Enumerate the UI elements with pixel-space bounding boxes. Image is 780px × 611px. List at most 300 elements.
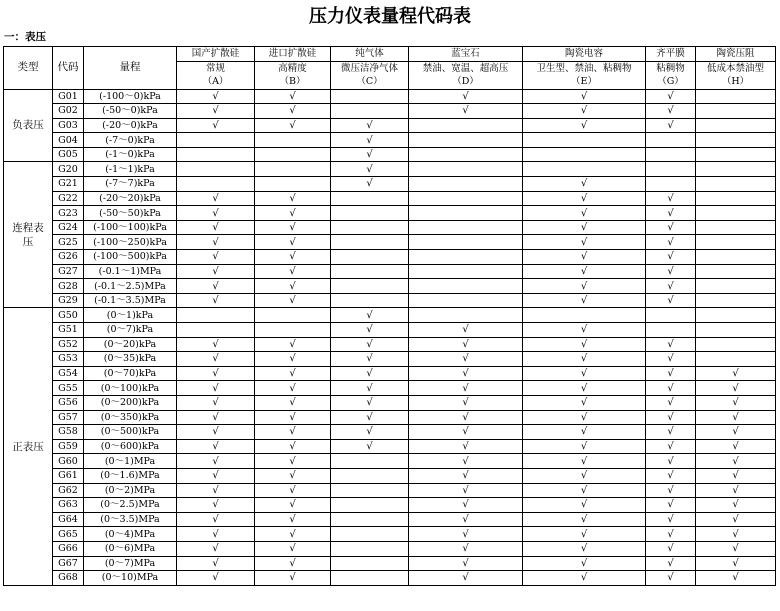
check-mark: √	[523, 468, 646, 483]
row-code: G04	[53, 133, 84, 148]
check-mark: √	[409, 571, 523, 586]
check-mark: √	[177, 220, 255, 235]
table-row	[4, 147, 776, 162]
empty-cell	[409, 147, 523, 162]
check-mark: √	[523, 104, 646, 119]
empty-cell	[696, 293, 776, 308]
check-mark: √	[255, 410, 331, 425]
row-range: (-1～1)kPa	[84, 162, 177, 177]
check-mark: √	[255, 206, 331, 221]
empty-cell	[331, 556, 409, 571]
table-row	[4, 206, 776, 221]
check-mark: √	[646, 527, 696, 542]
check-mark: √	[177, 89, 255, 104]
empty-cell	[696, 264, 776, 279]
table-row	[4, 381, 776, 396]
empty-cell	[409, 308, 523, 323]
check-mark: √	[646, 541, 696, 556]
table-row	[4, 308, 776, 323]
check-mark: √	[409, 512, 523, 527]
row-range: (-7～7)kPa	[84, 177, 177, 192]
row-code: G51	[53, 323, 84, 338]
empty-cell	[409, 177, 523, 192]
check-mark: √	[696, 498, 776, 513]
check-mark: √	[177, 541, 255, 556]
check-mark: √	[331, 425, 409, 440]
check-mark: √	[646, 425, 696, 440]
empty-cell	[696, 104, 776, 119]
check-mark: √	[409, 323, 523, 338]
check-mark: √	[177, 425, 255, 440]
row-code: G21	[53, 177, 84, 192]
check-mark: √	[177, 454, 255, 469]
row-range: (-1～0)kPa	[84, 147, 177, 162]
table-row	[4, 571, 776, 586]
check-mark: √	[331, 395, 409, 410]
check-mark: √	[177, 468, 255, 483]
check-mark: √	[646, 220, 696, 235]
check-mark: √	[696, 395, 776, 410]
check-mark: √	[255, 264, 331, 279]
check-mark: √	[523, 527, 646, 542]
empty-cell	[646, 147, 696, 162]
table-row	[4, 235, 776, 250]
check-mark: √	[177, 235, 255, 250]
check-mark: √	[331, 118, 409, 133]
row-range: (0～350)kPa	[84, 410, 177, 425]
empty-cell	[696, 279, 776, 294]
check-mark: √	[255, 352, 331, 367]
check-mark: √	[523, 541, 646, 556]
check-mark: √	[255, 541, 331, 556]
check-mark: √	[177, 556, 255, 571]
check-mark: √	[646, 104, 696, 119]
check-mark: √	[523, 352, 646, 367]
check-mark: √	[696, 483, 776, 498]
table-row	[4, 352, 776, 367]
empty-cell	[331, 293, 409, 308]
empty-cell	[696, 235, 776, 250]
table-row	[4, 293, 776, 308]
check-mark: √	[696, 571, 776, 586]
row-range: (0～500)kPa	[84, 425, 177, 440]
empty-cell	[409, 250, 523, 265]
table-body	[4, 89, 776, 585]
row-range: (0～1.6)MPa	[84, 468, 177, 483]
check-mark: √	[255, 395, 331, 410]
check-mark: √	[331, 308, 409, 323]
check-mark: √	[646, 235, 696, 250]
row-range: (-100～250)kPa	[84, 235, 177, 250]
empty-cell	[177, 177, 255, 192]
check-mark: √	[696, 541, 776, 556]
empty-cell	[255, 323, 331, 338]
check-mark: √	[255, 118, 331, 133]
check-mark: √	[177, 571, 255, 586]
empty-cell	[696, 206, 776, 221]
group-label: 连程表压	[4, 162, 53, 308]
check-mark: √	[409, 410, 523, 425]
empty-cell	[255, 147, 331, 162]
row-code: G25	[53, 235, 84, 250]
check-mark: √	[255, 191, 331, 206]
group-label: 正表压	[4, 308, 53, 585]
check-mark: √	[409, 352, 523, 367]
check-mark: √	[409, 498, 523, 513]
check-mark: √	[255, 220, 331, 235]
table-row	[4, 498, 776, 513]
check-mark: √	[696, 366, 776, 381]
check-mark: √	[696, 556, 776, 571]
check-mark: √	[177, 293, 255, 308]
row-range: (-50～0)kPa	[84, 104, 177, 119]
check-mark: √	[646, 337, 696, 352]
row-range: (0～2)MPa	[84, 483, 177, 498]
empty-cell	[177, 133, 255, 148]
check-mark: √	[177, 483, 255, 498]
table-row	[4, 366, 776, 381]
table-row	[4, 89, 776, 104]
check-mark: √	[177, 352, 255, 367]
table-row	[4, 556, 776, 571]
check-mark: √	[646, 118, 696, 133]
check-mark: √	[646, 89, 696, 104]
check-mark: √	[255, 468, 331, 483]
check-mark: √	[523, 235, 646, 250]
check-mark: √	[177, 191, 255, 206]
table-row	[4, 279, 776, 294]
row-code: G27	[53, 264, 84, 279]
check-mark: √	[646, 498, 696, 513]
row-code: G22	[53, 191, 84, 206]
empty-cell	[409, 264, 523, 279]
row-code: G29	[53, 293, 84, 308]
check-mark: √	[255, 104, 331, 119]
header-group-e: 陶瓷电容	[523, 47, 646, 62]
check-mark: √	[255, 527, 331, 542]
header-code-b: （B）	[255, 75, 331, 89]
check-mark: √	[696, 468, 776, 483]
empty-cell	[646, 162, 696, 177]
header-code-d: （D）	[409, 75, 523, 89]
check-mark: √	[646, 468, 696, 483]
row-range: (0～70)kPa	[84, 366, 177, 381]
header-row-group	[4, 47, 776, 62]
header-group-a: 国产扩散硅	[177, 47, 255, 62]
check-mark: √	[696, 425, 776, 440]
check-mark: √	[646, 483, 696, 498]
check-mark: √	[255, 366, 331, 381]
check-mark: √	[409, 556, 523, 571]
table-row	[4, 527, 776, 542]
check-mark: √	[646, 512, 696, 527]
check-mark: √	[255, 512, 331, 527]
check-mark: √	[646, 439, 696, 454]
check-mark: √	[255, 89, 331, 104]
row-range: (0～1)MPa	[84, 454, 177, 469]
check-mark: √	[523, 89, 646, 104]
check-mark: √	[177, 381, 255, 396]
row-code: G52	[53, 337, 84, 352]
empty-cell	[331, 250, 409, 265]
empty-cell	[646, 323, 696, 338]
empty-cell	[331, 512, 409, 527]
table-row	[4, 162, 776, 177]
row-range: (0～200)kPa	[84, 395, 177, 410]
row-code: G54	[53, 366, 84, 381]
table-row	[4, 220, 776, 235]
empty-cell	[331, 220, 409, 235]
table-row	[4, 177, 776, 192]
check-mark: √	[255, 337, 331, 352]
empty-cell	[409, 293, 523, 308]
table-row	[4, 104, 776, 119]
row-range: (-100～100)kPa	[84, 220, 177, 235]
row-range: (0～4)MPa	[84, 527, 177, 542]
check-mark: √	[646, 556, 696, 571]
row-code: G02	[53, 104, 84, 119]
check-mark: √	[523, 206, 646, 221]
check-mark: √	[331, 439, 409, 454]
row-code: G24	[53, 220, 84, 235]
table-row	[4, 468, 776, 483]
check-mark: √	[523, 118, 646, 133]
empty-cell	[255, 133, 331, 148]
row-code: G58	[53, 425, 84, 440]
check-mark: √	[331, 323, 409, 338]
check-mark: √	[177, 250, 255, 265]
empty-cell	[331, 468, 409, 483]
row-range: (-0.1～2.5)MPa	[84, 279, 177, 294]
check-mark: √	[646, 454, 696, 469]
check-mark: √	[331, 147, 409, 162]
check-mark: √	[331, 410, 409, 425]
check-mark: √	[177, 527, 255, 542]
check-mark: √	[331, 366, 409, 381]
check-mark: √	[177, 498, 255, 513]
empty-cell	[696, 191, 776, 206]
check-mark: √	[523, 395, 646, 410]
check-mark: √	[331, 177, 409, 192]
empty-cell	[409, 235, 523, 250]
empty-cell	[696, 147, 776, 162]
check-mark: √	[646, 381, 696, 396]
check-mark: √	[646, 366, 696, 381]
table-row	[4, 323, 776, 338]
row-range: (-50～50)kPa	[84, 206, 177, 221]
check-mark: √	[646, 395, 696, 410]
row-range: (0～2.5)MPa	[84, 498, 177, 513]
check-mark: √	[523, 279, 646, 294]
row-code: G01	[53, 89, 84, 104]
check-mark: √	[177, 439, 255, 454]
check-mark: √	[177, 206, 255, 221]
empty-cell	[331, 454, 409, 469]
row-range: (0～1)kPa	[84, 308, 177, 323]
check-mark: √	[523, 439, 646, 454]
empty-cell	[696, 352, 776, 367]
row-code: G65	[53, 527, 84, 542]
table-row	[4, 191, 776, 206]
check-mark: √	[523, 483, 646, 498]
group-label: 负表压	[4, 89, 53, 162]
row-code: G64	[53, 512, 84, 527]
row-code: G66	[53, 541, 84, 556]
row-range: (0～3.5)MPa	[84, 512, 177, 527]
check-mark: √	[646, 571, 696, 586]
check-mark: √	[523, 220, 646, 235]
row-code: G61	[53, 468, 84, 483]
check-mark: √	[696, 381, 776, 396]
table-row	[4, 337, 776, 352]
header-range: 量程	[84, 47, 177, 90]
check-mark: √	[523, 556, 646, 571]
check-mark: √	[523, 191, 646, 206]
table-row	[4, 133, 776, 148]
check-mark: √	[177, 366, 255, 381]
check-mark: √	[409, 439, 523, 454]
row-range: (0～10)MPa	[84, 571, 177, 586]
header-sub-e: 卫生型、禁油、粘稠物	[523, 61, 646, 75]
table-row	[4, 425, 776, 440]
empty-cell	[409, 206, 523, 221]
empty-cell	[696, 133, 776, 148]
empty-cell	[331, 498, 409, 513]
check-mark: √	[523, 177, 646, 192]
row-code: G63	[53, 498, 84, 513]
check-mark: √	[331, 337, 409, 352]
check-mark: √	[696, 527, 776, 542]
header-sub-g: 粘稠物	[646, 61, 696, 75]
check-mark: √	[523, 498, 646, 513]
check-mark: √	[177, 118, 255, 133]
empty-cell	[696, 323, 776, 338]
table-row	[4, 118, 776, 133]
check-mark: √	[523, 410, 646, 425]
check-mark: √	[523, 366, 646, 381]
table-row	[4, 395, 776, 410]
check-mark: √	[523, 454, 646, 469]
empty-cell	[696, 220, 776, 235]
empty-cell	[409, 162, 523, 177]
empty-cell	[696, 250, 776, 265]
empty-cell	[409, 220, 523, 235]
row-code: G55	[53, 381, 84, 396]
check-mark: √	[331, 352, 409, 367]
range-code-table	[3, 46, 776, 586]
empty-cell	[696, 162, 776, 177]
empty-cell	[331, 483, 409, 498]
empty-cell	[523, 162, 646, 177]
empty-cell	[409, 118, 523, 133]
row-code: G68	[53, 571, 84, 586]
empty-cell	[696, 177, 776, 192]
row-code: G62	[53, 483, 84, 498]
table-row	[4, 410, 776, 425]
header-group-d: 蓝宝石	[409, 47, 523, 62]
check-mark: √	[646, 293, 696, 308]
empty-cell	[177, 147, 255, 162]
empty-cell	[646, 133, 696, 148]
header-code-c: （C）	[331, 75, 409, 89]
check-mark: √	[409, 337, 523, 352]
empty-cell	[255, 162, 331, 177]
check-mark: √	[696, 454, 776, 469]
check-mark: √	[409, 89, 523, 104]
check-mark: √	[523, 293, 646, 308]
check-mark: √	[646, 410, 696, 425]
check-mark: √	[409, 454, 523, 469]
row-code: G57	[53, 410, 84, 425]
check-mark: √	[255, 425, 331, 440]
table-row	[4, 264, 776, 279]
empty-cell	[331, 541, 409, 556]
check-mark: √	[696, 512, 776, 527]
empty-cell	[331, 264, 409, 279]
empty-cell	[696, 118, 776, 133]
table-row	[4, 454, 776, 469]
check-mark: √	[409, 366, 523, 381]
table-row	[4, 512, 776, 527]
check-mark: √	[255, 571, 331, 586]
row-code: G50	[53, 308, 84, 323]
header-code: 代码	[53, 47, 84, 90]
row-code: G23	[53, 206, 84, 221]
check-mark: √	[523, 381, 646, 396]
row-code: G67	[53, 556, 84, 571]
row-code: G26	[53, 250, 84, 265]
row-code: G05	[53, 147, 84, 162]
empty-cell	[409, 279, 523, 294]
check-mark: √	[409, 104, 523, 119]
empty-cell	[646, 177, 696, 192]
row-range: (-0.1～3.5)MPa	[84, 293, 177, 308]
check-mark: √	[177, 104, 255, 119]
header-sub-b: 高精度	[255, 61, 331, 75]
check-mark: √	[177, 395, 255, 410]
header-group-b: 进口扩散硅	[255, 47, 331, 62]
check-mark: √	[255, 381, 331, 396]
check-mark: √	[646, 191, 696, 206]
empty-cell	[331, 279, 409, 294]
check-mark: √	[331, 133, 409, 148]
header-sub-c: 微压洁净气体	[331, 61, 409, 75]
check-mark: √	[646, 264, 696, 279]
row-range: (-100～500)kPa	[84, 250, 177, 265]
table-row	[4, 439, 776, 454]
empty-cell	[255, 308, 331, 323]
check-mark: √	[409, 395, 523, 410]
check-mark: √	[255, 279, 331, 294]
check-mark: √	[177, 512, 255, 527]
check-mark: √	[409, 527, 523, 542]
empty-cell	[177, 308, 255, 323]
header-group-h: 陶瓷压阻	[696, 47, 776, 62]
check-mark: √	[255, 556, 331, 571]
check-mark: √	[696, 410, 776, 425]
check-mark: √	[255, 498, 331, 513]
row-range: (0～6)MPa	[84, 541, 177, 556]
row-code: G03	[53, 118, 84, 133]
row-code: G28	[53, 279, 84, 294]
row-range: (0～20)kPa	[84, 337, 177, 352]
page-title: 压力仪表量程代码表	[309, 6, 471, 27]
empty-cell	[331, 191, 409, 206]
check-mark: √	[255, 439, 331, 454]
check-mark: √	[331, 381, 409, 396]
check-mark: √	[696, 439, 776, 454]
row-code: G56	[53, 395, 84, 410]
